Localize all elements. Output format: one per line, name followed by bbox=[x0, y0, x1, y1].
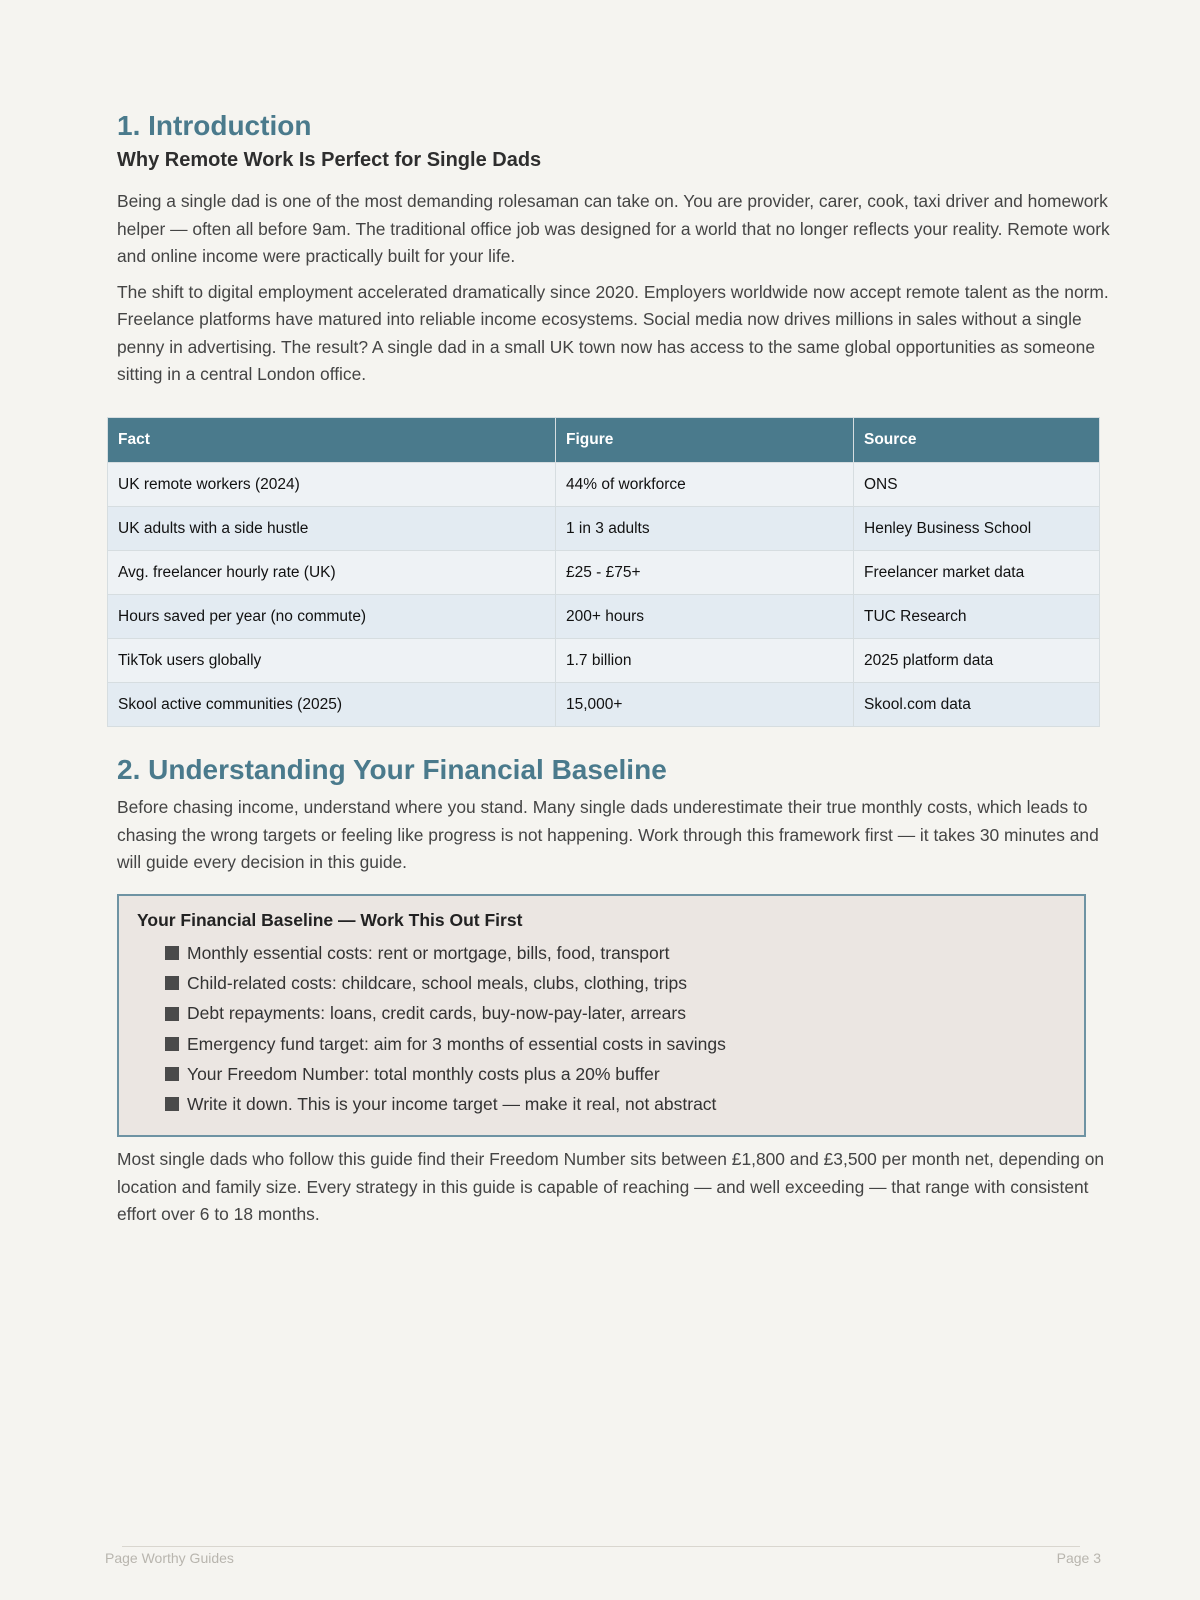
table-cell: UK remote workers (2024) bbox=[108, 463, 556, 507]
square-bullet-icon bbox=[165, 1097, 179, 1111]
table-row bbox=[108, 595, 1100, 639]
footer-divider bbox=[122, 1546, 1080, 1547]
table-cell: Hours saved per year (no commute) bbox=[108, 595, 556, 639]
table-cell: 200+ hours bbox=[556, 595, 854, 639]
table-cell: 2025 platform data bbox=[854, 639, 1100, 683]
table-cell: ONS bbox=[854, 463, 1100, 507]
list-item bbox=[165, 1089, 1066, 1119]
callout-box bbox=[117, 894, 1086, 1137]
table-row bbox=[108, 683, 1100, 727]
table-cell: 1.7 billion bbox=[556, 639, 854, 683]
section-subheading: Why Remote Work Is Perfect for Single Dads bbox=[117, 149, 542, 171]
table-cell: Skool.com data bbox=[854, 683, 1100, 727]
list-item bbox=[165, 1029, 1066, 1059]
footer-page-number: Page 3 bbox=[1056, 1550, 1101, 1566]
list-item-text: Emergency fund target: aim for 3 months of essential costs in savings bbox=[187, 1033, 726, 1054]
footer-publisher: Page Worthy Guides bbox=[105, 1550, 234, 1566]
table-cell: Freelancer market data bbox=[854, 551, 1100, 595]
table-row bbox=[108, 639, 1100, 683]
list-item bbox=[165, 968, 1066, 998]
table-row bbox=[108, 507, 1100, 551]
square-bullet-icon bbox=[165, 1037, 179, 1051]
table-cell: Avg. freelancer hourly rate (UK) bbox=[108, 551, 556, 595]
column-header: Source bbox=[854, 418, 1100, 463]
list-item-text: Write it down. This is your income target — make it real, not abstract bbox=[187, 1094, 717, 1115]
table-row bbox=[108, 463, 1100, 507]
closing-block bbox=[117, 1146, 1110, 1237]
paragraph: The shift to digital employment accelerated dramatically since 2020. Employers worldwide now accept remote talent as the norm. Freelance platforms have matured into reliable income ecosystems. Social media now drives millions in sales without a single penny in advertising. The result? A single dad in a small UK town now has access to the same global opportunities as someone sitting in a central London office. bbox=[117, 281, 1109, 384]
section-heading: 1. Introduction bbox=[117, 110, 312, 141]
table-cell: 1 in 3 adults bbox=[556, 507, 854, 551]
table-cell: TikTok users globally bbox=[108, 639, 556, 683]
callout-title: Your Financial Baseline — Work This Out First bbox=[137, 910, 523, 930]
table-row bbox=[108, 551, 1100, 595]
section-introduction bbox=[117, 108, 1110, 397]
paragraph: Being a single dad is one of the most demanding rolesaman can take on. You are provider, carer, cook, taxi driver and homework helper — often all before 9am. The traditional office job was designed for a world that no longer reflects your reality. Remote work and online income were practically built for your life. bbox=[117, 191, 1110, 266]
list-item bbox=[165, 938, 1066, 968]
square-bullet-icon bbox=[165, 946, 179, 960]
square-bullet-icon bbox=[165, 1067, 179, 1081]
list-item-text: Monthly essential costs: rent or mortgage, bills, food, transport bbox=[187, 943, 670, 963]
list-item-text: Debt repayments: loans, credit cards, buy-now-pay-later, arrears bbox=[187, 1003, 686, 1024]
facts-table bbox=[107, 417, 1100, 727]
table-header-row bbox=[108, 418, 1100, 463]
square-bullet-icon bbox=[165, 976, 179, 990]
list-item-text: Child-related costs: childcare, school meals, clubs, clothing, trips bbox=[187, 973, 687, 994]
table-cell: 44% of workforce bbox=[556, 463, 854, 507]
column-header: Figure bbox=[556, 418, 854, 463]
table-cell: TUC Research bbox=[854, 595, 1100, 639]
table-cell: Skool active communities (2025) bbox=[108, 683, 556, 727]
list-item-text: Your Freedom Number: total monthly costs plus a 20% buffer bbox=[187, 1063, 660, 1084]
table-cell: 15,000+ bbox=[556, 683, 854, 727]
table-cell: £25 - £75+ bbox=[556, 551, 854, 595]
callout-list bbox=[137, 938, 1066, 1119]
paragraph: Most single dads who follow this guide find their Freedom Number sits between £1,800 and £3,500 per month net, depending on location and family size. Every strategy in this guide is capable of reaching — and well exceeding — that range with consistent effort over 6 to 18 months. bbox=[117, 1149, 1105, 1224]
square-bullet-icon bbox=[165, 1007, 179, 1021]
table-cell: Henley Business School bbox=[854, 507, 1100, 551]
section-heading: 2. Understanding Your Financial Baseline bbox=[117, 754, 667, 785]
table-cell: UK adults with a side hustle bbox=[108, 507, 556, 551]
paragraph: Before chasing income, understand where you stand. Many single dads underestimate their true monthly costs, which leads to chasing the wrong targets or feeling like progress is not happening. Work through this framework first — it takes 30 minutes and will guide every decision in this guide. bbox=[117, 797, 1099, 872]
section-financial-baseline bbox=[117, 752, 1110, 885]
column-header: Fact bbox=[108, 418, 556, 463]
list-item bbox=[165, 1059, 1066, 1089]
list-item bbox=[165, 998, 1066, 1028]
